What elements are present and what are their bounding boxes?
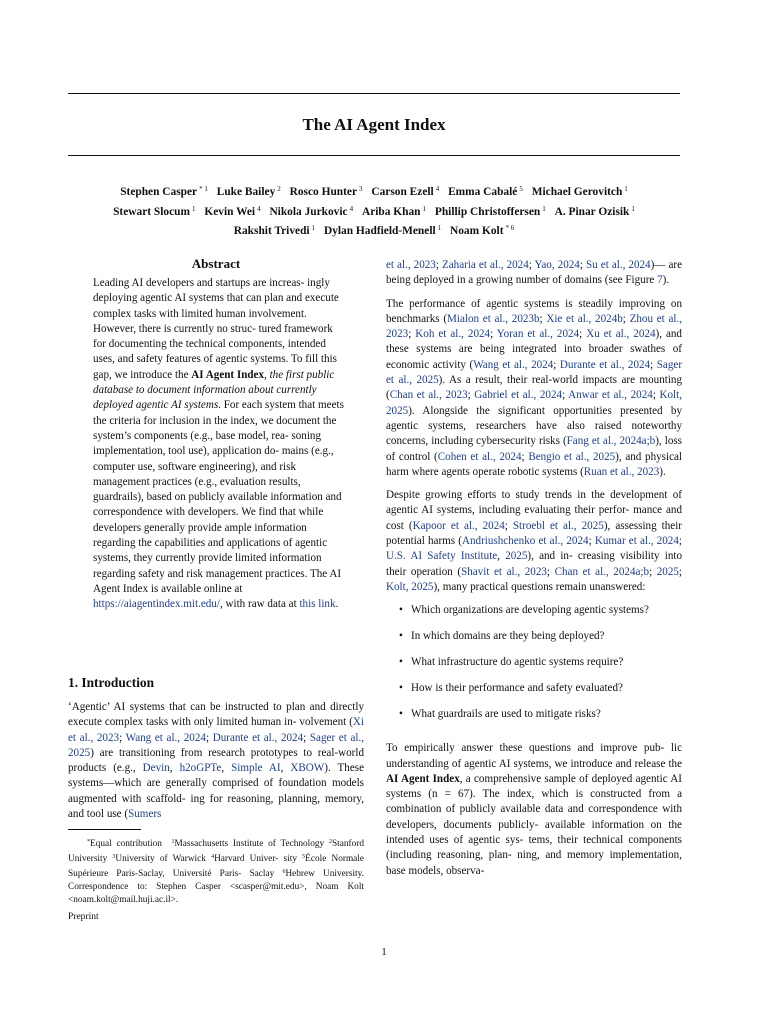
citation-link[interactable]: Kumar et al., 2024	[594, 535, 679, 548]
author: Nikola Jurkovic $^4$	[269, 204, 354, 218]
citation-link[interactable]: Durante et al., 2024	[212, 731, 304, 744]
product-link[interactable]: h2oGPTe	[179, 762, 222, 775]
citation-link[interactable]: et al., 2023	[386, 259, 436, 271]
citation-link[interactable]: U.S. AI Safety Institute	[386, 550, 498, 563]
paragraph: To empirically answer these questions and improve pub- lic understanding of agentic AI systems, we introduce and release the AI Agent Index, a comprehensive sample of deployed agentic AI systems (n = 67). The index, which is constructed from a combination of publicly available data and correspondence with developers, documents publicly- available information on the intended uses of agentic sys- tems, their technical components (including reasoning, plan- ning, and memory implementation, base models, observa-	[386, 742, 682, 877]
product-link[interactable]: Devin	[142, 762, 170, 775]
product-link[interactable]: XBOW	[290, 762, 325, 775]
product-link[interactable]: Simple AI	[231, 762, 281, 775]
citation-link[interactable]: Sager et al., 2025	[68, 731, 365, 759]
citation-link[interactable]: Kolt, 2025	[386, 580, 434, 593]
page-number: 1	[381, 946, 387, 958]
citation-link[interactable]: Zhou et al., 2023	[386, 312, 683, 341]
author: Rakshit Trivedi $^1$	[233, 224, 316, 237]
list-item: • What infrastructure do agentic systems require?	[386, 655, 682, 681]
author: Kevin Wei $^4$	[204, 204, 261, 218]
figure-link[interactable]: 7	[657, 274, 663, 287]
citation-link[interactable]: 2025	[656, 565, 679, 578]
citation-link[interactable]: Andriushchenko et al., 2024	[461, 535, 589, 548]
citation-link[interactable]: Anwar et al., 2024	[568, 389, 653, 402]
list-item: • What guardrails are used to mitigate risks?	[386, 707, 682, 733]
paragraph: The performance of agentic systems is steadily improving on benchmarks (Mialon et al., 2023b; Xie et al., 2024b; Zhou et al., 2023; Koh et al., 2024; Yoran et al., 2024; Xu et al., 2024), and these systems are being integrated into broader swathes of economic activity (Wang et al., 2024; Durante et al., 2024; Sager et al., 2025). As a result, their real-world impacts are mounting (Chan et al., 2023; Gabriel et al., 2024; Anwar et al., 2024; Kolt, 2025). Alongside the significant opportunities presented by agentic systems, researchers have also raised noteworthy concerns, including cybersecurity risks (Fang et al., 2024a;b), loss of control (Cohen et al., 2024; Bengio et al., 2025), and physical harm where agents operate robotic systems (Ruan et al., 2023).	[386, 297, 683, 478]
author: A. Pinar Ozisik $^1$	[554, 204, 635, 218]
citation-link[interactable]: Wang et al., 2024	[473, 358, 554, 371]
list-item: • Which organizations are developing agentic systems?	[386, 603, 682, 629]
author: Stewart Slocum $^1$	[113, 204, 196, 218]
preprint-label: Preprint	[68, 912, 99, 922]
introduction-paragraph: ‘Agentic’ AI systems that can be instructed to plan and directly execute complex tasks with only limited human in- volvement (Xi et al., 2023; Wang et al., 2024; Durante et al., 2024; Sager et al., 2025) are transitioning from research prototypes to real-world products (e.g., Devin, h2oGPTe, Simple AI, XBOW). These systems—which are generally comprised of foundation models augmented with scaffold- ing for reasoning, planning, memory, and tool use (Sumers	[68, 701, 365, 821]
citation-link[interactable]: Durante et al., 2024	[559, 358, 651, 371]
author-list	[68, 181, 680, 240]
author: Stephen Casper $^{* 1}$	[120, 185, 208, 198]
author: Noam Kolt $^{* 6}$	[450, 224, 515, 237]
paper-title: The AI Agent Index	[302, 115, 446, 134]
citation-link[interactable]: Ruan et al., 2023	[583, 465, 660, 478]
citation-link[interactable]: Chan et al., 2023	[389, 389, 468, 402]
abstract-text: Leading AI developers and startups are increas- ingly deploying agentic AI systems that can plan and execute complex tasks with limited human involvement. However, there is currently no struc- tured framework for documenting the technical components, intended uses, and safety features of agentic systems. To fill this gap, we introduce the AI Agent Index, the first public database to document information about currently deployed agentic AI systems. For each system that meets the criteria for inclusion in the index, we document the system’s components (e.g., base model, rea- soning implementation, tool use), application do- mains (e.g., computer use, software engineering), and risk management practices (e.g., evaluation results, guardrails), based on publicly available information and correspondence with developers. We find that while developers generally provide ample information regarding the capabilities and applications of agentic systems, they currently provide limited information regarding safety and risk management practices. The AI Agent Index is available online at https://aiagentindex.mit.edu/, with raw data at this link.	[93, 277, 344, 611]
author: Michael Gerovitch $^1$	[531, 185, 628, 198]
citation-link[interactable]: Cohen et al., 2024	[437, 450, 522, 463]
citation-link[interactable]: Yao, 2024	[534, 259, 580, 271]
citation-link[interactable]: Bengio et al., 2025	[528, 450, 616, 463]
citation-link[interactable]: Xi et al., 2023	[68, 716, 364, 744]
abstract-heading: Abstract	[191, 256, 241, 271]
left-column	[68, 256, 364, 613]
author: Emma Cabalé $^5$	[448, 185, 523, 198]
citation-link[interactable]: Chan et al., 2024a;b	[554, 565, 650, 578]
title-bottom-rule	[68, 155, 680, 156]
citation-link[interactable]: Kapoor et al., 2024	[412, 519, 505, 532]
citation-link[interactable]: Yoran et al., 2024	[496, 328, 580, 341]
citation-link[interactable]: Koh et al., 2024	[415, 328, 491, 341]
citation-link[interactable]: Mialon et al., 2023b	[447, 312, 540, 325]
citation-link[interactable]: Stroebl et al., 2025	[512, 519, 604, 532]
list-item: • In which domains are they being deployed?	[386, 629, 682, 655]
citation-link[interactable]: Su et al., 2024	[586, 259, 651, 271]
author: Luke Bailey $^2$	[216, 185, 281, 198]
citation-link[interactable]: Shavit et al., 2023	[461, 565, 547, 578]
index-url-link[interactable]: https://aiagentindex.mit.edu/	[93, 598, 220, 611]
raw-data-link[interactable]: this link	[299, 598, 336, 611]
paragraph: et al., 2023; Zaharia et al., 2024; Yao, 2024; Su et al., 2024)— are being deployed in a growing number of domains (see Figure 7).	[386, 259, 682, 287]
citation-link[interactable]: Sumers	[128, 808, 162, 821]
footnote-rule	[68, 829, 141, 830]
question-list	[386, 603, 682, 733]
author: Ariba Khan $^1$	[361, 204, 427, 218]
author: Rosco Hunter $^3$	[289, 185, 363, 198]
citation-link[interactable]: Wang et al., 2024	[125, 731, 206, 744]
citation-link[interactable]: Sager et al., 2025	[386, 358, 683, 387]
citation-link[interactable]: Xie et al., 2024b	[546, 312, 623, 325]
top-rule	[68, 93, 680, 94]
list-item: • How is their performance and safety evaluated?	[386, 681, 682, 707]
citation-link[interactable]: Xu et al., 2024	[586, 328, 656, 341]
citation-link[interactable]: Fang et al., 2024a;b	[566, 435, 656, 448]
paragraph: Despite growing efforts to study trends in the development of agentic AI systems, including evaluating their perfor- mance and cost (Kapoor et al., 2024; Stroebl et al., 2025), assessing their potential harms (Andriushchenko et al., 2024; Kumar et al., 2024; U.S. AI Safety Institute, 2025), and in- creasing visibility into their operation (Shavit et al., 2023; Chan et al., 2024a;b; 2025; Kolt, 2025), many practical questions remain unanswered:	[386, 489, 683, 593]
citation-link[interactable]: Zaharia et al., 2024	[441, 259, 529, 271]
introduction-heading: 1. Introduction	[68, 675, 155, 690]
citation-link[interactable]: 2025	[505, 550, 528, 563]
right-column	[386, 258, 682, 887]
footnotes: *Equal contribution $^1$Massachusetts Institute of Technology $^2$Stanford University $^3$University of Warwick $^4$Harvard Univer- sity $^5$École Normale Supérieure Paris-Saclay, Université Paris- Saclay $^6$Hebrew University. Correspondence to: Stephen Casper <scasper@mit.edu>, Noam Kolt <noam.kolt@mail.huji.ac.il>.	[68, 839, 365, 906]
author: Phillip Christoffersen $^1$	[434, 204, 546, 218]
author: Carson Ezell $^4$	[371, 185, 440, 198]
author: Dylan Hadfield-Menell $^1$	[323, 224, 442, 237]
citation-link[interactable]: Gabriel et al., 2024	[474, 389, 563, 402]
citation-link[interactable]: Kolt, 2025	[386, 389, 682, 417]
